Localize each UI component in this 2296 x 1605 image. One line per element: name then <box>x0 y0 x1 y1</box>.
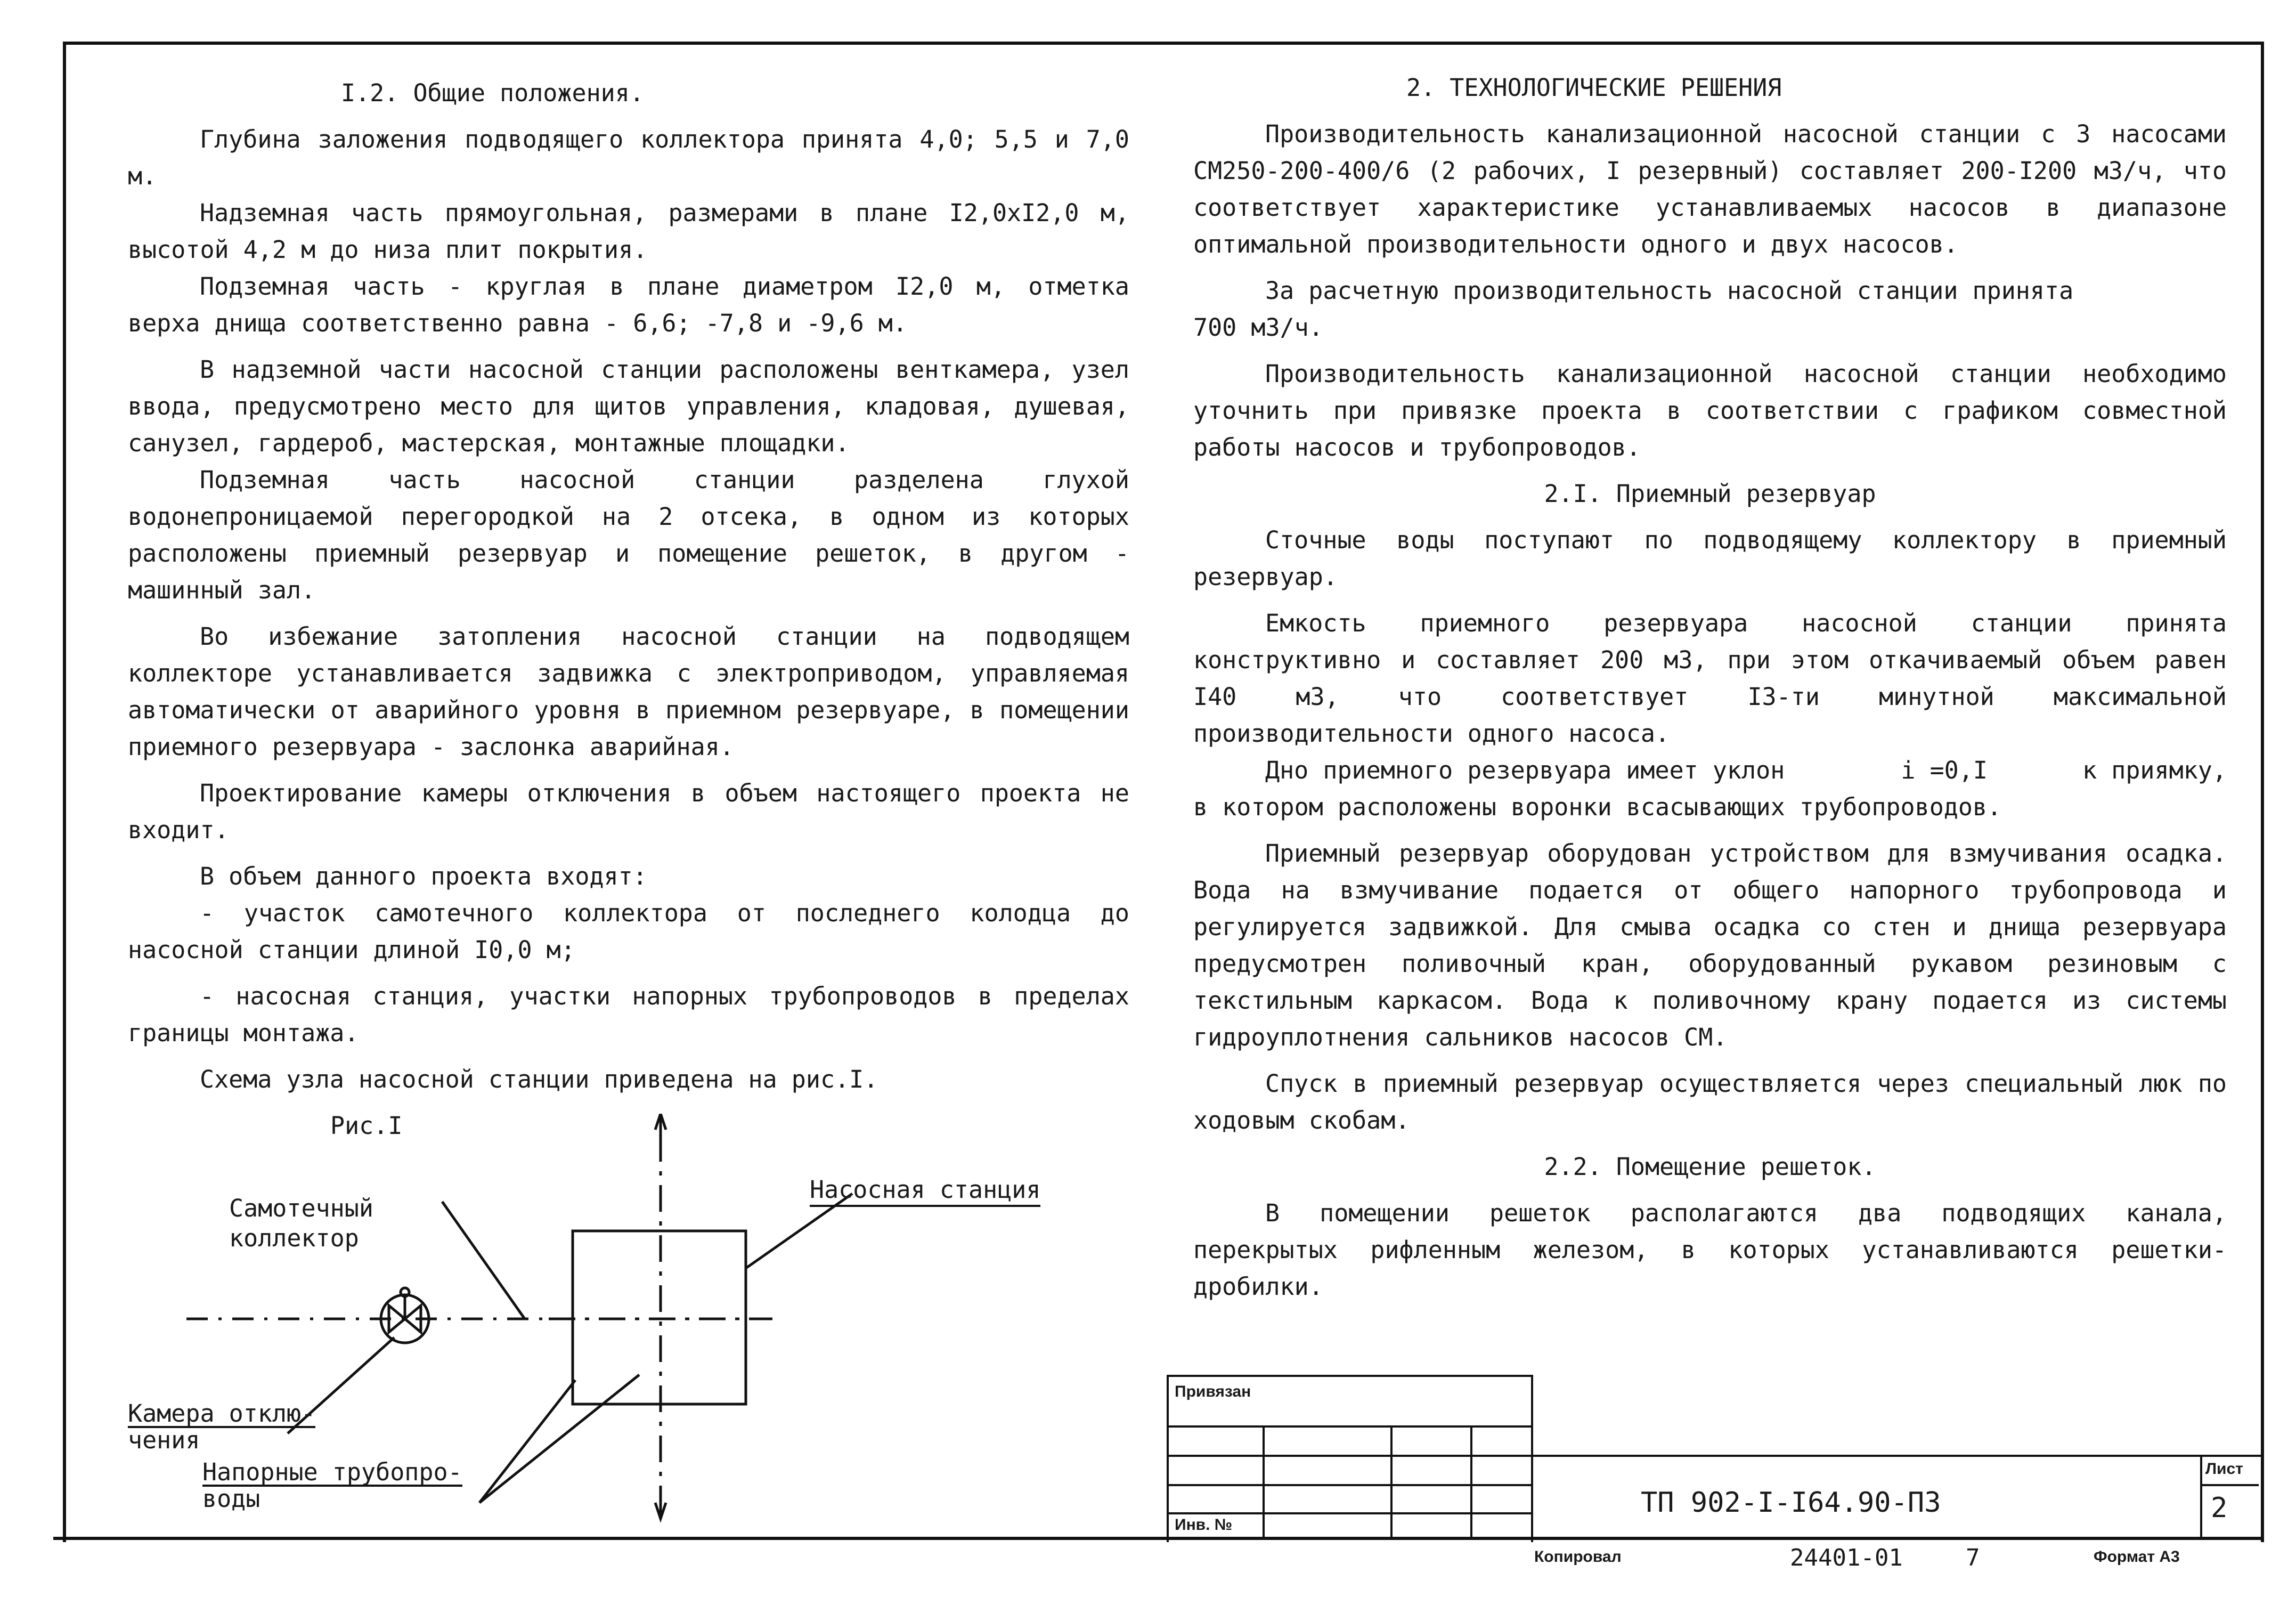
order-number: 24401-01 <box>1790 1544 1903 1571</box>
paragraph: Производительность канализационной насосной станции с 3 насосами СМ250-200-400/6 (2 рабочих, I резервный) составляет 200-I200 м3/ч, что соответствует характеристике устанавливаемых насосов в диапазоне оптимальной производительности одного и двух насосов. <box>1193 120 2227 258</box>
leader-collector <box>442 1202 525 1319</box>
paragraph: Подземная часть насосной станции разделена глухой водонепроницаемой перегородкой на 2 отсека, в одном из которых расположены приемный резервуар и помещение решеток, в другом - машинный зал. <box>128 466 1129 604</box>
paragraph: Проектирование камеры отключения в объем настоящего проекта не входит. <box>128 779 1129 844</box>
right-column <box>1193 69 2227 1305</box>
subsection-title-2-1: 2.I. Приемный резервуар <box>1544 480 1876 508</box>
paragraph: В помещении решеток располагаются два подводящих канала, перекрытых рифленным железом, в которых устанавливаются решетки-дробилки. <box>1193 1199 2227 1301</box>
sheet-label: Лист <box>2205 1460 2243 1478</box>
document-code: ТП 902-I-I64.90-ПЗ <box>1641 1487 1941 1519</box>
label-pressure-pipes: Напорные трубопро- воды <box>202 1458 462 1513</box>
paragraph: Во избежание затопления насосной станции на подводящем коллекторе устанавливается задвижка с электроприводом, управляемая автоматически от аварийного уровня в приемном резервуаре, в помещении приемного резервуара - заслонка аварийная. <box>128 622 1129 761</box>
titleblock-top-line <box>1532 1455 2261 1457</box>
inventory-label: Инв. № <box>1175 1516 1233 1534</box>
paragraph: Производительность канализационной насосной станции необходимо уточнить при привязке проекта в соответствии с графиком совместной работы насосов и трубопроводов. <box>1193 360 2227 461</box>
paragraph: 700 м3/ч. <box>1193 313 1323 342</box>
paragraph: Глубина заложения подводящего коллектора принята 4,0; 5,5 и 7,0 м. <box>128 125 1129 190</box>
leader-pipe-2 <box>479 1375 639 1503</box>
paragraph: - участок самотечного коллектора от последнего колодца до насосной станции длиной I0,0 м; <box>128 899 1129 964</box>
paragraph: Надземная часть прямоугольная, размерами в плане I2,0хI2,0 м, высотой 4,2 м до низа плит покрытия. <box>128 199 1129 264</box>
subsection-title-2-2: 2.2. Помещение решеток. <box>1544 1153 1876 1181</box>
label-shutoff-chamber: Камера отклю- чения <box>128 1399 316 1454</box>
linked-label: Привязан <box>1175 1383 1251 1400</box>
paragraph: За расчетную производительность насосной станции принята <box>1265 277 2074 305</box>
format-label: Формат А3 <box>2094 1548 2180 1566</box>
paragraph-slope: Дно приемного резервуара имеет уклон i =0,I к приямку, <box>1265 756 2227 784</box>
section-title-2: 2. ТЕХНОЛОГИЧЕСКИЕ РЕШЕНИЯ <box>1406 74 1782 102</box>
paragraph: В надземной части насосной станции расположены венткамера, узел ввода, предусмотрено место для щитов управления, кладовая, душевая, санузел, гардероб, мастерская, монтажные площадки. <box>128 355 1129 457</box>
left-column <box>128 75 1129 1144</box>
paragraph: - насосная станция, участки напорных трубопроводов в пределах границы монтажа. <box>128 982 1129 1047</box>
section-title-1-2: I.2. Общие положения. <box>341 79 644 107</box>
leader-pipe-1 <box>479 1380 575 1503</box>
label-pump-station: Насосная станция <box>810 1175 1040 1207</box>
paragraph: В объем данного проекта входят: <box>200 862 647 890</box>
order-page: 7 <box>1966 1544 1980 1571</box>
paragraph: Схема узла насосной станции приведена на рис.I. <box>200 1065 878 1093</box>
copied-label: Копировал <box>1534 1548 1622 1566</box>
paragraph: в котором расположены воронки всасывающих трубопроводов. <box>1193 793 2002 821</box>
label-gravity-collector: Самотечный коллектор <box>229 1194 373 1252</box>
paragraph: Сточные воды поступают по подводящему коллектору в приемный резервуар. <box>1193 526 2227 591</box>
paragraph: Емкость приемного резервуара насосной станции принята конструктивно и составляет 200 м3, при этом откачиваемый объем равен I40 м3, что соответствует I3-ти минутной максимальной производительности одного насоса. <box>1193 609 2227 748</box>
frame-bottom-line <box>53 1537 2262 1540</box>
paragraph: Приемный резервуар оборудован устройством для взмучивания осадка. Вода на взмучивание подается от общего напорного трубопровода и регулируется задвижкой. Для смыва осадка со стен и днища резервуара предусмотрен поливочный кран, оборудованный рукавом резиновым с текстильным каркасом. Вода к поливочному крану подается из системы гидроуплотнения сальников насосов СМ. <box>1193 839 2227 1051</box>
sheet-number: 2 <box>2211 1492 2228 1524</box>
paragraph: Подземная часть - круглая в плане диаметром I2,0 м, отметка верха днища соответственно равна - 6,6; -7,8 и -9,6 м. <box>128 272 1129 337</box>
figure-caption: Рис.I <box>330 1112 403 1140</box>
paragraph: Спуск в приемный резервуар осуществляется через специальный люк по ходовым скобам. <box>1193 1069 2227 1134</box>
